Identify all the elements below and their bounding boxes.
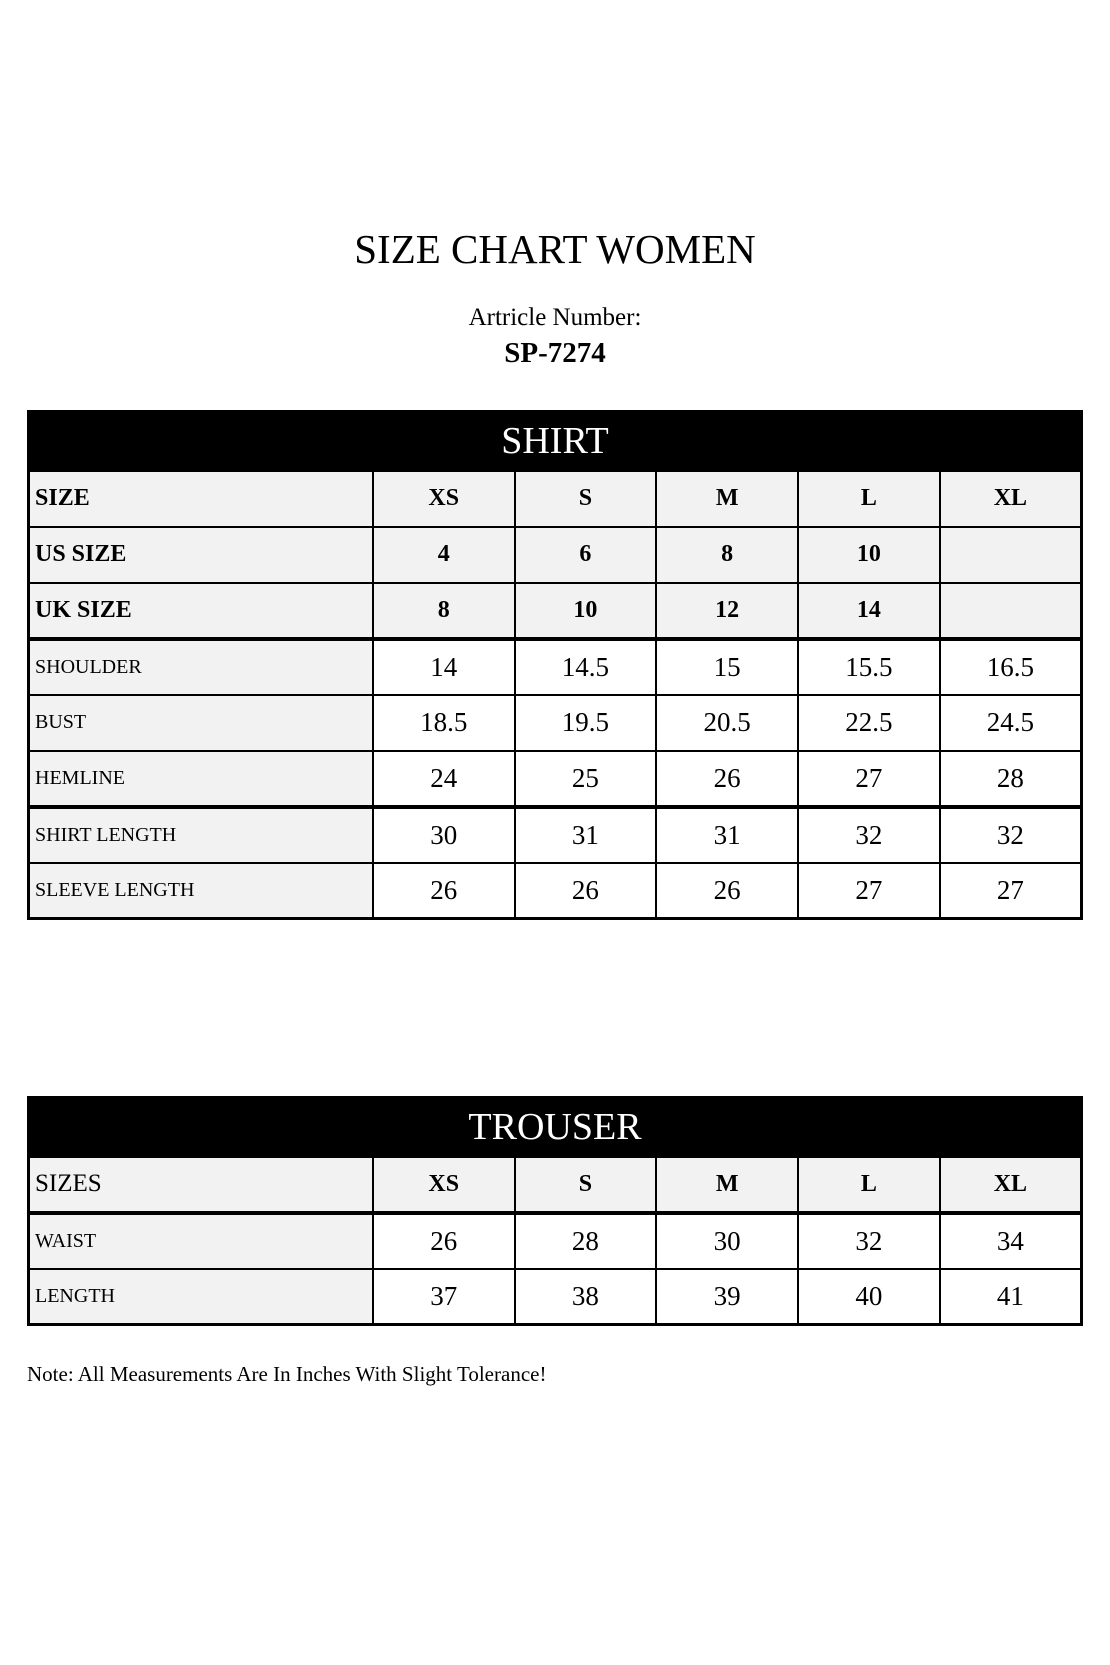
cell-value: 15.5 bbox=[798, 639, 940, 695]
table-row-length bbox=[29, 1269, 1082, 1325]
cell-value: 12 bbox=[656, 583, 798, 639]
cell-value: 28 bbox=[940, 751, 1082, 807]
cell-value: 39 bbox=[656, 1269, 798, 1325]
table-row-waist bbox=[29, 1213, 1082, 1269]
row-label: BUST bbox=[29, 695, 373, 751]
cell-value: 27 bbox=[798, 751, 940, 807]
row-label: SIZE bbox=[29, 471, 373, 527]
cell-value: 40 bbox=[798, 1269, 940, 1325]
cell-value: 38 bbox=[515, 1269, 657, 1325]
table-row-bust bbox=[29, 695, 1082, 751]
cell-value: 19.5 bbox=[515, 695, 657, 751]
cell-value: 6 bbox=[515, 527, 657, 583]
cell-value: 37 bbox=[373, 1269, 515, 1325]
cell-value: M bbox=[656, 1157, 798, 1213]
cell-value: 14.5 bbox=[515, 639, 657, 695]
cell-value: 8 bbox=[373, 583, 515, 639]
cell-value: 32 bbox=[798, 807, 940, 863]
table-row-hemline bbox=[29, 751, 1082, 807]
cell-value: 26 bbox=[373, 863, 515, 919]
row-label: HEMLINE bbox=[29, 751, 373, 807]
cell-value: XS bbox=[373, 1157, 515, 1213]
cell-value: 32 bbox=[940, 807, 1082, 863]
cell-value: 18.5 bbox=[373, 695, 515, 751]
row-label: SHOULDER bbox=[29, 639, 373, 695]
cell-value: 27 bbox=[940, 863, 1082, 919]
cell-value: 26 bbox=[373, 1213, 515, 1269]
row-label: LENGTH bbox=[29, 1269, 373, 1325]
cell-value: XL bbox=[940, 1157, 1082, 1213]
shirt-table-header-row bbox=[29, 412, 1082, 471]
table-row-shoulder bbox=[29, 639, 1082, 695]
article-number-label: Artricle Number: bbox=[468, 304, 642, 332]
row-label: WAIST bbox=[29, 1213, 373, 1269]
table-row-uk-size bbox=[29, 583, 1082, 639]
cell-value: 14 bbox=[373, 639, 515, 695]
row-label: SIZES bbox=[29, 1157, 373, 1213]
table-row-size bbox=[29, 471, 1082, 527]
cell-value: 30 bbox=[656, 1213, 798, 1269]
cell-value: 28 bbox=[515, 1213, 657, 1269]
note-text: Note: All Measurements Are In Inches With Slight Tolerance! bbox=[27, 1362, 547, 1387]
cell-value: S bbox=[515, 471, 657, 527]
cell-value: 41 bbox=[940, 1269, 1082, 1325]
cell-value: 20.5 bbox=[656, 695, 798, 751]
cell-value: XL bbox=[940, 471, 1082, 527]
shirt-table-title: SHIRT bbox=[29, 412, 1082, 471]
cell-value bbox=[940, 583, 1082, 639]
trouser-size-table bbox=[27, 1096, 1083, 1326]
cell-value: 16.5 bbox=[940, 639, 1082, 695]
cell-value: S bbox=[515, 1157, 657, 1213]
trouser-table-header-row bbox=[29, 1098, 1082, 1157]
cell-value: 22.5 bbox=[798, 695, 940, 751]
cell-value: XS bbox=[373, 471, 515, 527]
cell-value: 15 bbox=[656, 639, 798, 695]
table-row-us-size bbox=[29, 527, 1082, 583]
cell-value: 4 bbox=[373, 527, 515, 583]
article-number-value: SP-7274 bbox=[504, 337, 606, 370]
cell-value: 26 bbox=[656, 751, 798, 807]
cell-value: 24 bbox=[373, 751, 515, 807]
cell-value: L bbox=[798, 1157, 940, 1213]
cell-value: 27 bbox=[798, 863, 940, 919]
table-row-shirt-length bbox=[29, 807, 1082, 863]
row-label: US SIZE bbox=[29, 527, 373, 583]
cell-value bbox=[940, 527, 1082, 583]
cell-value: 10 bbox=[515, 583, 657, 639]
cell-value: 24.5 bbox=[940, 695, 1082, 751]
cell-value: 32 bbox=[798, 1213, 940, 1269]
cell-value: 31 bbox=[515, 807, 657, 863]
cell-value: 30 bbox=[373, 807, 515, 863]
table-row-sizes bbox=[29, 1157, 1082, 1213]
table-row-sleeve-length bbox=[29, 863, 1082, 919]
shirt-size-table bbox=[27, 410, 1083, 920]
trouser-table-title: TROUSER bbox=[29, 1098, 1082, 1157]
cell-value: L bbox=[798, 471, 940, 527]
cell-value: 26 bbox=[515, 863, 657, 919]
cell-value: 10 bbox=[798, 527, 940, 583]
cell-value: 8 bbox=[656, 527, 798, 583]
cell-value: 31 bbox=[656, 807, 798, 863]
row-label: UK SIZE bbox=[29, 583, 373, 639]
row-label: SHIRT LENGTH bbox=[29, 807, 373, 863]
cell-value: 34 bbox=[940, 1213, 1082, 1269]
cell-value: M bbox=[656, 471, 798, 527]
row-label: SLEEVE LENGTH bbox=[29, 863, 373, 919]
cell-value: 25 bbox=[515, 751, 657, 807]
cell-value: 14 bbox=[798, 583, 940, 639]
page-title: SIZE CHART WOMEN bbox=[354, 226, 756, 272]
cell-value: 26 bbox=[656, 863, 798, 919]
